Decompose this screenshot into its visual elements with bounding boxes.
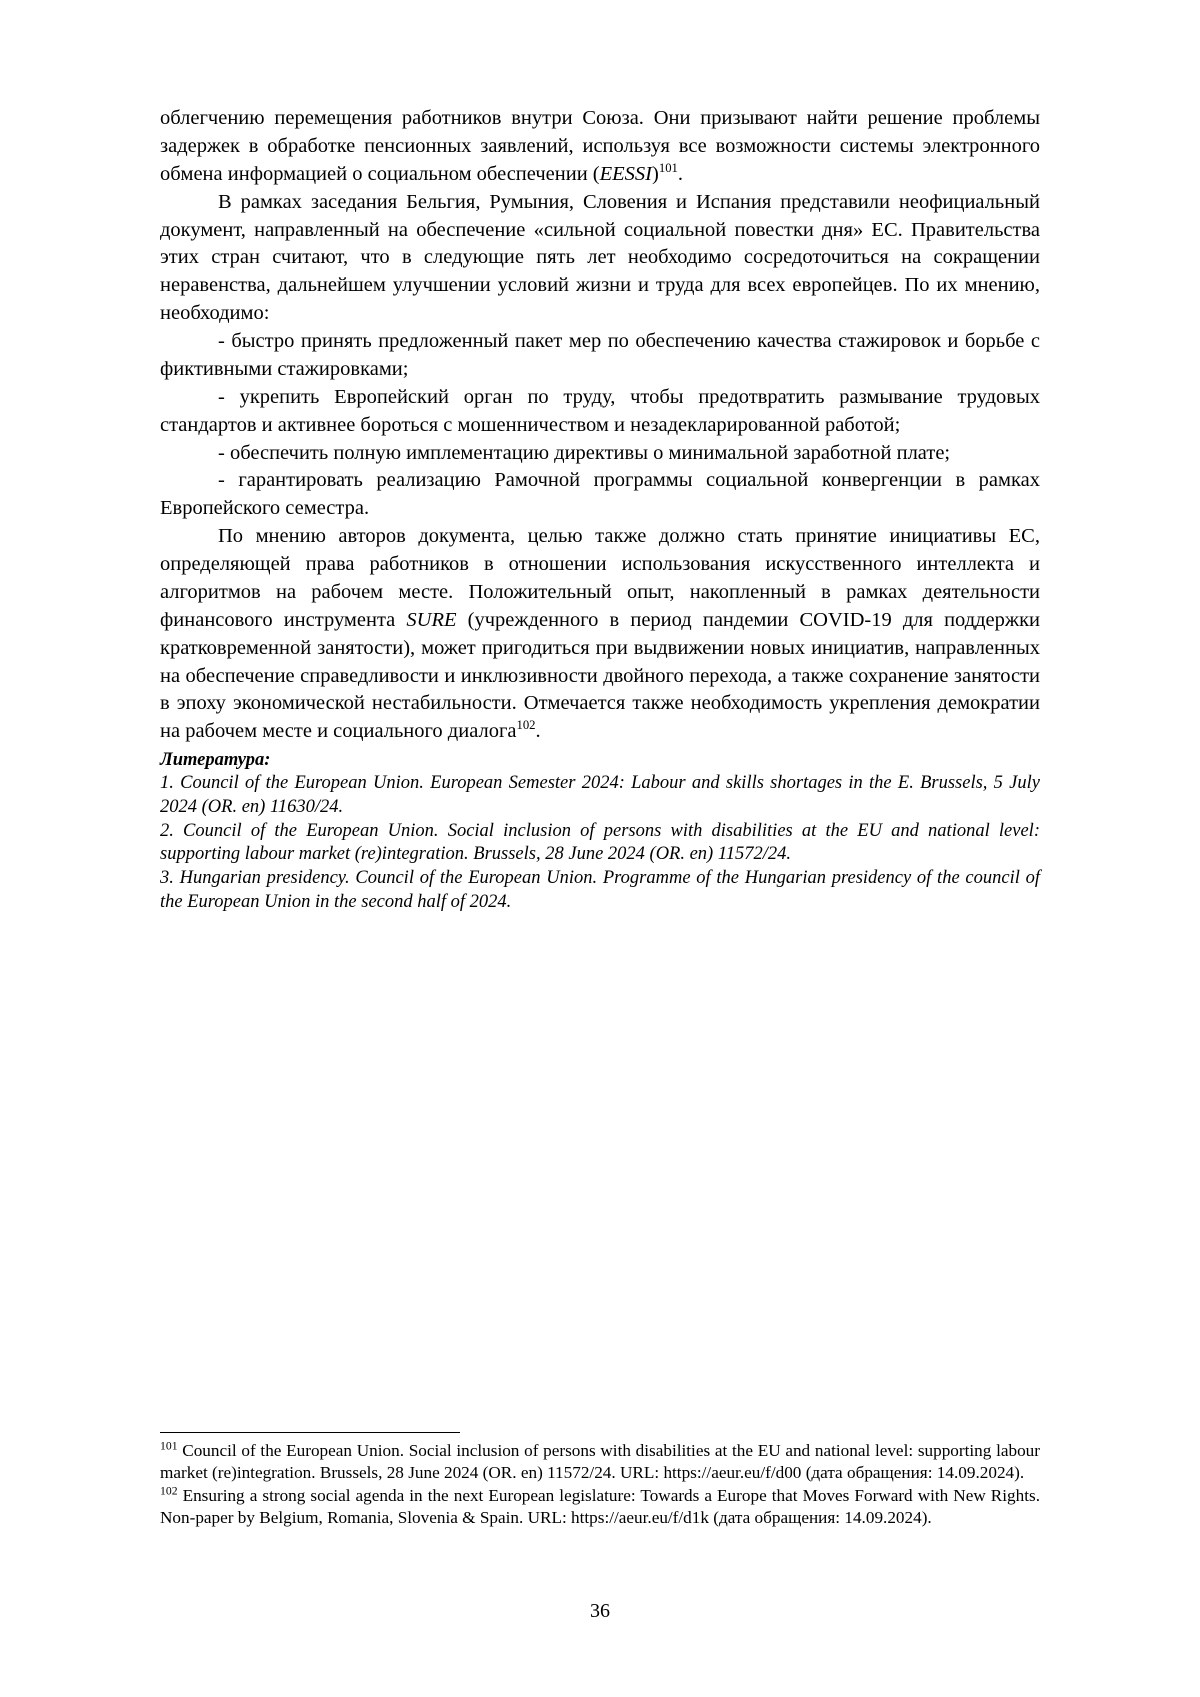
list-item-minimum-wage: - обеспечить полную имплементацию директивы о минимальной заработной плате; (218, 441, 951, 464)
footnote-marker-102: 102 (160, 1483, 178, 1497)
footnote-text-101: Council of the European Union. Social inclusion of persons with disabilities at the EU and national level: supporting labour market (re)integration. Brussels, 28 June 2024 (OR. en) 11572/24. URL: https://aeur.eu/f/d00 (дата обращения: 14.09.2024). (160, 1441, 1040, 1483)
bibliography-entry: 1. Council of the European Union. European Semester 2024: Labour and skills shortages in the E. Brussels, 5 July 2024 (OR. en) 11630/24. (160, 773, 1040, 817)
term-eessi: EESSI (599, 162, 653, 185)
footnote-ref-101[interactable]: 101 (658, 160, 678, 175)
paragraph-authors-opinion (160, 523, 1040, 746)
bibliography-list (160, 772, 1040, 914)
paragraph-text-part-1: По мнению авторов документа, целью также должно стать принятие инициативы ЕС, определяющей права работников в отношении использования искусственного интеллекта и алгоритмов на рабочем месте. Положительный опыт, накопленный в рамках деятельности финансового инструмента (160, 525, 1040, 631)
footnote-list (160, 1440, 1040, 1529)
paragraph-continuation (160, 105, 1040, 189)
footnote-ref-102[interactable]: 102 (516, 718, 536, 733)
paragraph-meeting-summary: В рамках заседания Бельгия, Румыния, Словения и Испания представили неофициальный документ, направленный на обеспечение «сильной социальной повестки дня» ЕС. Правительства этих стран считают, что в следующие пять лет необходимо сосредоточиться на сокращении неравенства, дальнейшем улучшении условий жизни и труда для всех европейцев. По их мнению, необходимо: (160, 190, 1040, 325)
paren-close: ) (652, 162, 659, 185)
list-item-traineeships: - быстро принять предложенный пакет мер по обеспечению качества стажировок и борьбе с фиктивными стажировками; (160, 330, 1040, 380)
list-item-social-convergence: - гарантировать реализацию Рамочной программы социальной конвергенции в рамках Европейского семестра. (160, 469, 1040, 520)
body-text-block (160, 105, 1040, 746)
footnote-102 (160, 1485, 1040, 1530)
footnote-101 (160, 1440, 1040, 1485)
bibliography-heading: Литература: (160, 750, 271, 771)
paragraph-text-part-2: (учрежденного в период пандемии COVID-19 для поддержки кратковременной занятости), может пригодиться при выдвижении новых инициатив, направленных на обеспечение справедливости и инклюзивности двойного перехода, а также сохранение занятости в эпоху экономической нестабильности. Отмечается также необходимость укрепления демократии на рабочем месте и социального диалога (160, 608, 1041, 743)
bibliography-entry: 2. Council of the European Union. Social inclusion of persons with disabilities at the EU and national level: supporting labour market (re)integration. Brussels, 28 June 2024 (OR. en) 11572/24. (160, 820, 1040, 865)
footnote-marker-101: 101 (160, 1439, 178, 1453)
footnote-separator-rule (160, 1432, 460, 1433)
period-2: . (535, 720, 541, 743)
page-number: 36 (590, 1600, 610, 1622)
paragraph-text: облегчению перемещения работников внутри Союза. Они призывают найти решение проблемы задержек в обработке пенсионных заявлений, используя все возможности системы электронного обмена информацией о социальном обеспечении ( (160, 107, 1040, 185)
footnote-area (160, 1432, 1040, 1529)
footnote-text-102: Ensuring a strong social agenda in the next European legislature: Towards a Europe that Moves Forward with New Rights. Non-paper by Belgium, Romania, Slovenia & Spain. URL: https://aeur.eu/f/d1k (дата обращения: 14.09.2024). (160, 1485, 1040, 1528)
list-item-labour-authority: - укрепить Европейский орган по труду, чтобы предотвратить размывание трудовых стандартов и активнее бороться с мошенничеством и незадекларированной работой; (160, 385, 1040, 436)
period: . (677, 162, 684, 185)
term-sure: SURE (406, 608, 457, 631)
bibliography-entry: 3. Hungarian presidency. Council of the European Union. Programme of the Hungarian presidency of the council of the European Union in the second half of 2024. (160, 867, 1040, 912)
